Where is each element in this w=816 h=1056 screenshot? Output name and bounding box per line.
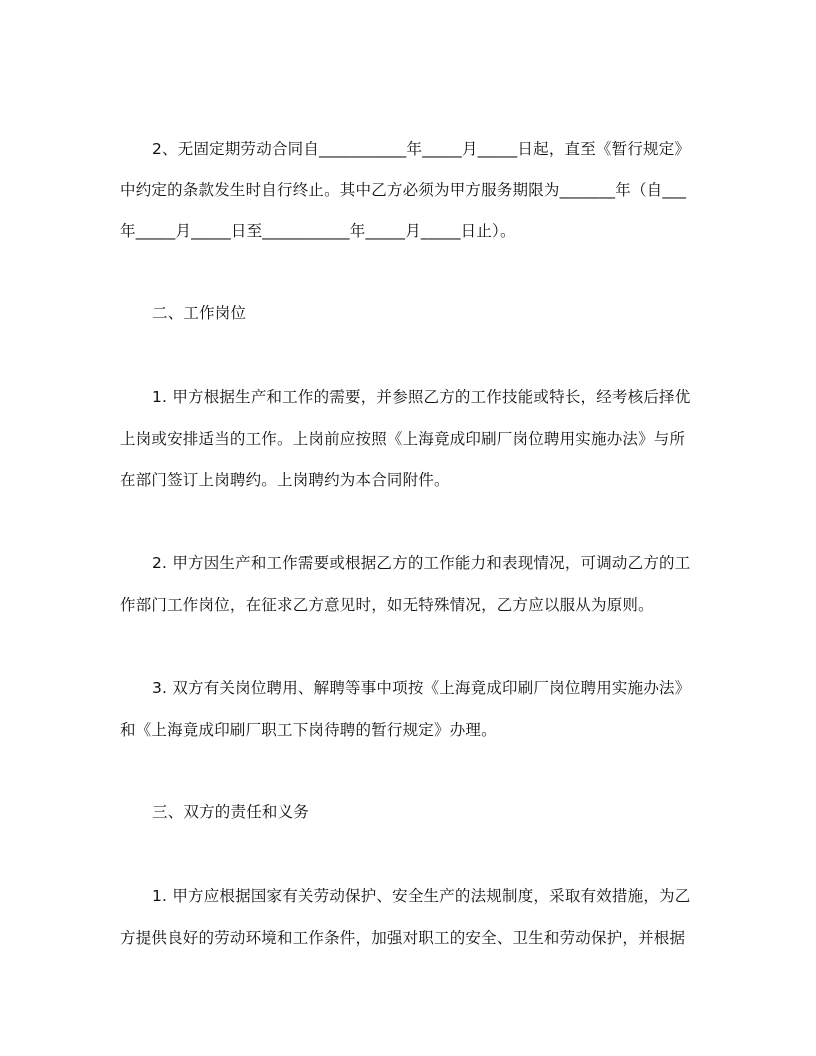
section-heading-duties: 三、双方的责任和义务 <box>152 803 310 821</box>
section-heading-job-position: 二、工作岗位 <box>152 304 247 322</box>
position-clause-2-line-1: 2. 甲方因生产和工作需要或根据乙方的工作能力和表现情况，可调动乙方的工 <box>152 554 691 572</box>
position-clause-1-line-1: 1. 甲方根据生产和工作的需要，并参照乙方的工作技能或特长，经考核后择优 <box>152 388 691 406</box>
clause-2-line-3: 年_____月_____日至___________年_____月_____日止）。 <box>120 222 516 240</box>
position-clause-1-line-3: 在部门签订上岗聘约。上岗聘约为本合同附件。 <box>120 471 450 489</box>
duties-clause-1-line-2: 方提供良好的劳动环境和工作条件，加强对职工的安全、卫生和劳动保护，并根据 <box>120 929 686 947</box>
position-clause-3-line-1: 3. 双方有关岗位聘用、解聘等事中项按《上海竟成印刷厂岗位聘用实施办法》 <box>152 679 691 697</box>
clause-2-line-1: 2、无固定期劳动合同自___________年_____月_____日起，直至《暂行规定》 <box>152 140 691 158</box>
clause-2-line-2: 中约定的条款发生时自行终止。其中乙方必须为甲方服务期限为_______年（自___ <box>120 181 687 199</box>
duties-clause-1-line-1: 1. 甲方应根据国家有关劳动保护、安全生产的法规制度，采取有效措施，为乙 <box>152 887 691 905</box>
position-clause-1-line-2: 上岗或安排适当的工作。上岗前应按照《上海竟成印刷厂岗位聘用实施办法》与所 <box>120 430 686 448</box>
position-clause-3-line-2: 和《上海竟成印刷厂职工下岗待聘的暂行规定》办理。 <box>120 721 497 739</box>
position-clause-2-line-2: 作部门工作岗位，在征求乙方意见时，如无特殊情况，乙方应以服从为原则。 <box>120 596 654 614</box>
